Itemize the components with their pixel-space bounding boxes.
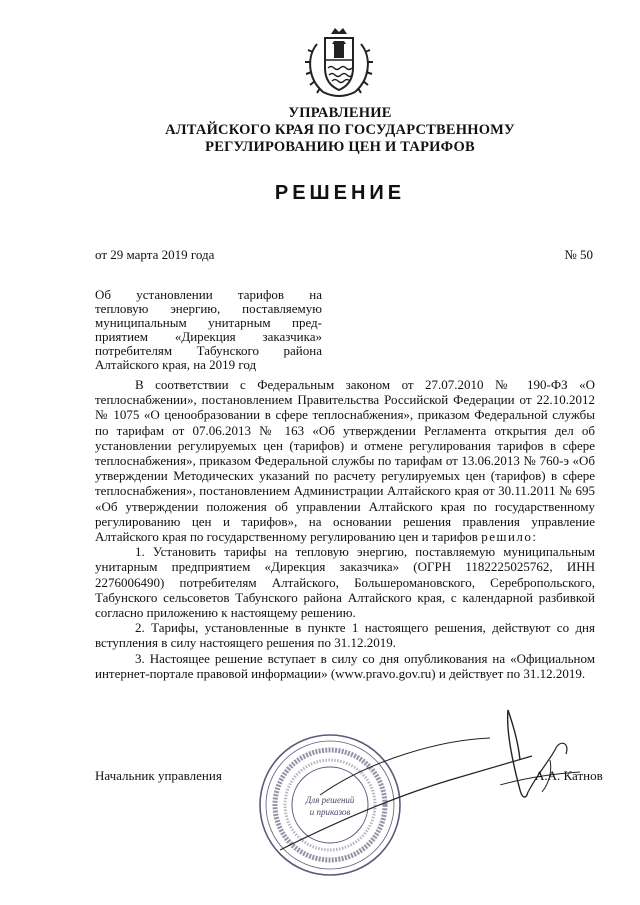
document-title: РЕШЕНИЕ — [274, 182, 406, 204]
subject-line: Об установлении тарифов на — [95, 287, 322, 302]
decision-word: решило: — [481, 529, 538, 545]
coat-of-arms-emblem — [303, 22, 375, 102]
subject-line: тепловую энергию, поставляемую — [95, 301, 322, 316]
signer-name: А.А. Катнов — [535, 768, 603, 783]
subject-line: потребителям Табунского района — [95, 343, 322, 358]
agency-line-2: АЛТАЙСКОГО КРАЯ ПО ГОСУДАРСТВЕННОМУ — [165, 122, 515, 138]
subject-line: Алтайского края, на 2019 год — [95, 357, 257, 372]
stamp-inner-line-2: и приказов — [309, 807, 351, 817]
stamp-inner-line-1: Для решений — [305, 795, 355, 805]
agency-line-3: РЕГУЛИРОВАНИЮ ЦЕН И ТАРИФОВ — [205, 139, 475, 155]
preamble-text: В соответствии с Федеральным законом от 27.07.2010 № 190-ФЗ «О теплоснабжении», постановлением Правительства Российской Федерации от 22.10.2012 № 1075 «О ценообразовании в сфере теплоснабжения», приказом Федеральной службы по тарифам от 07.06.2013 № 163 «Об утверждении Регламента открытия дел об установлении регулируемых цен (тарифов) и отмене регулирования тарифов в сфере теплоснабжения», приказом Федеральной службы по тарифам от 13.06.2013 № 760-э «Об утверждении Методических указаний по расчету регулируемых цен (тарифов) в сфере теплоснабжения», постановлением Администрации Алтайского края от 30.11.2011 № 695 «Об утверждении положения об управлении Алтайского края по государственному регулированию цен и тарифов», на основании решения правления управление Алтайского края по государственному регулированию цен и тарифов — [95, 377, 595, 545]
clause-2: 2. Тарифы, установленные в пункте 1 настоящего решения, действуют со дня вступления в силу настоящего решения по 31.12.2019. — [95, 620, 595, 651]
clause-1: 1. Установить тарифы на тепловую энергию, поставляемую муниципальным унитарным предприятием «Дирекция заказчика» (ОГРН 1182225025762, ИНН 2276006490) потребителям Алтайского, Большеромановского, Серебропольского, Табунского сельсоветов Табунского района Алтайского края, с календарной разбивкой согласно приложению к настоящему решению. — [95, 544, 595, 621]
subject-line: приятием «Дирекция заказчика» — [95, 329, 322, 344]
document-body — [95, 377, 595, 681]
clause-3: 3. Настоящее решение вступает в силу со дня опубликования на «Официальном интернет-портале правовой информации» (www.pravo.gov.ru) и действует по 31.12.2019. — [95, 650, 595, 681]
subject-line: муниципальным унитарным пред- — [95, 315, 322, 330]
document-subject — [95, 288, 322, 372]
preamble-paragraph — [95, 377, 595, 544]
agency-line-1: УПРАВЛЕНИЕ — [288, 105, 392, 121]
document-date: от 29 марта 2019 года — [95, 247, 215, 262]
signer-position: Начальник управления — [95, 768, 222, 783]
document-number: № 50 — [564, 247, 593, 262]
agency-header — [120, 105, 560, 156]
